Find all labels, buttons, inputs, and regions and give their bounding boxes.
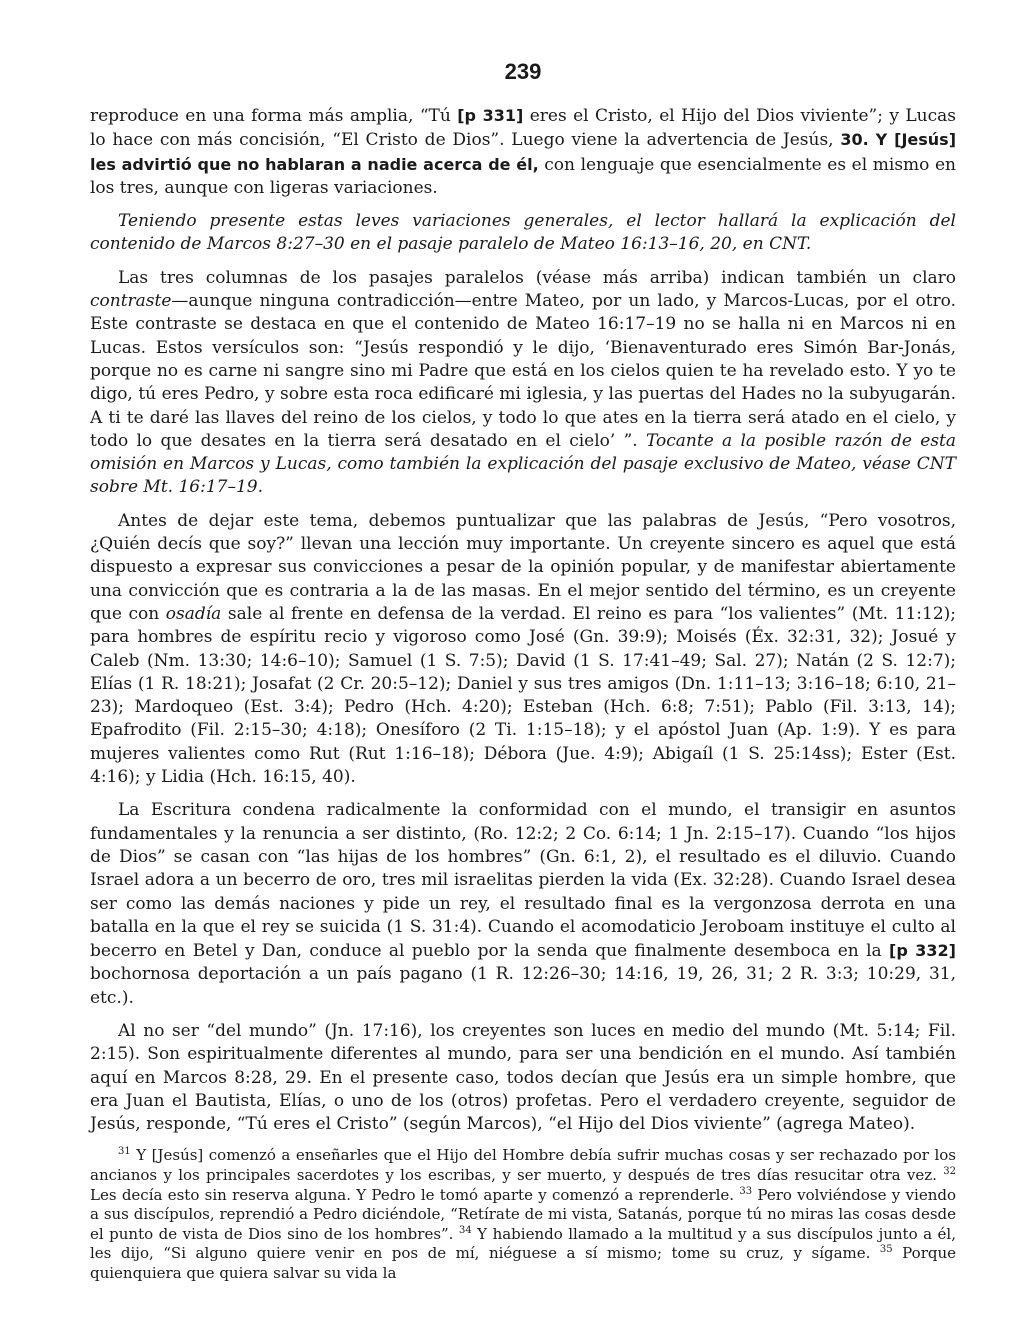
text: eres el Cristo, el Hijo del Dios viviente”; y Lucas lo hace con más concisión, “El Cristo de Dios”. Luego viene la advertencia de Jesús, — [90, 106, 956, 151]
page-marker: [p 331] — [457, 106, 524, 125]
page-marker: [p 332] — [889, 941, 956, 961]
footnote-text: Porque quienquiera que quiera salvar su vida la — [90, 1244, 956, 1283]
footnote-text: Les decía esto sin reserva alguna. Y Pedro le tomó aparte y comenzó a reprenderle. — [90, 1185, 740, 1204]
text: La Escritura condena radicalmente la conformidad con el mundo, el transigir en asuntos fundamentales y la renuncia a ser distinto, (Ro. 12:2; 2 Co. 6:14; 1 Jn. 2:15–17). Cuando “los hijos de Dios” se casan con “las hijas de los hombres” (Gn. 6:1, 2), el resultado es el diluvio. Cuando Israel adora a un becerro de oro, tres mil israelitas pierden la vida (Ex. 32:28). Cuando Israel desea ser como las demás naciones y pide un rey, el resultado final es la vergonzosa derrota en una batalla en la que el rey se suicida (1 S. 31:4). Cuando el acomodaticio Jeroboam instituye el culto al becerro en Betel y Dan, conduce al pueblo por la senda que finalmente desemboca en la — [90, 800, 956, 962]
text: reproduce en una forma más amplia, “Tú — [90, 106, 458, 126]
footnote-text: Pero volviéndose y viendo a sus discípulos, reprendió a Pedro diciéndole, “Retírate de mi vista, Satanás, porque tú no miras las cosas desde el punto de vista de Dios sino de los hombres”. — [90, 1185, 956, 1243]
verse-number: 34 — [458, 1224, 472, 1236]
footnote-text: Y habiendo llamado a la multitud y a sus discípulos junto a él, les dijo, “Si alguno quiere venir en pos de mí, niéguese a sí mismo; tome su cruz, y sígame. — [90, 1224, 956, 1263]
text: con lenguaje que esencialmente es el mismo en los tres, aunque con ligeras variaciones. — [90, 154, 956, 198]
paragraph-4 — [90, 510, 956, 790]
text: Al no ser “del mundo” (Jn. 17:16), los creyentes son luces en medio del mundo (Mt. 5:14; Fil. 2:15). Son espiritualmente diferentes al mundo, para ser una bendición en el mundo. Así también aquí en Marcos 8:28, 29. En el presente caso, todos decían que Jesús era un simple hombre, que era Juan el Bautista, Elías, o uno de los (otros) profetas. Pero el verdadero creyente, seguidor de Jesús, responde, “Tú eres el Cristo” (según Marcos), “el Hijo del Dios viviente” (agrega Mateo). — [90, 1020, 956, 1135]
footnote — [90, 1146, 956, 1283]
verse-heading: 30. Y [Jesús] les advirtió que no hablaran a nadie acerca de él, — [90, 130, 957, 174]
text: Antes de dejar este tema, debemos puntualizar que las palabras de Jesús, “Pero vosotros, ¿Quién decís que soy?” llevan una lección muy importante. Un creyente sincero es aquel que está dispuesto a expresar sus convicciones a pesar de la opinión popular, y de manifestar abiertamente una convicción que es contraria a la de las masas. En el mejor sentido del término, es un creyente que con — [90, 510, 956, 624]
document-page — [90, 58, 956, 1284]
verse-number: 35 — [879, 1244, 893, 1256]
text: bochornosa deportación a un país pagano (1 R. 12:26–30; 14:16, 19, 26, 31; 2 R. 3:3; 10:29, 31, etc.). — [90, 964, 956, 1008]
italic-text: osadía — [165, 603, 222, 624]
italic-text: Tocante a la posible razón de esta omisión en Marcos y Lucas, como también la explicación del pasaje exclusivo de Mateo, véase CNT sobre Mt. 16:17–19. — [90, 430, 957, 498]
verse-number: 31 — [118, 1146, 131, 1158]
text: sale al frente en defensa de la verdad. El reino es para “los valientes” (Mt. 11:12); para hombres de espíritu recio y vigoroso como José (Gn. 39:9); Moisés (Éx. 32:31, 32); Josué y Caleb (Nm. 13:30; 14:6–10); Samuel (1 S. 7:5); David (1 S. 17:41–49; Sal. 27); Natán (2 S. 12:7); Elías (1 R. 18:21); Josafat (2 Cr. 20:5–12); Daniel y sus tres amigos (Dn. 1:11–13; 3:16–18; 6:10, 21–23); Mardoqueo (Est. 3:4); Pedro (Hch. 4:20); Esteban (Hch. 6:8; 7:51); Pablo (Fil. 3:13, 14); Epafrodito (Fil. 2:15–30; 4:18); Onesíforo (2 Ti. 1:15–18); y el apóstol Juan (Ap. 1:9). Y es para mujeres valientes como Rut (Rut 1:16–18); Débora (Jue. 4:9); Abigaíl (1 S. 25:14ss); Ester (Est. 4:16); y Lidia (Hch. 16:15, 40). — [90, 603, 956, 788]
verse-number: 32 — [943, 1166, 956, 1178]
text: Las tres columnas de los pasajes paralelos (véase más arriba) indican también un claro — [118, 267, 956, 288]
text: —aunque ninguna contradicción—entre Mateo, por un lado, y Marcos-Lucas, por el otro. Este contraste se destaca en que el contenido de Mateo 16:17–19 no se halla ni en Marcos ni en Lucas. Estos versículos son: “Jesús respondió y le dijo, ‘Bienaventurado eres Simón Bar-Jonás, porque no es carne ni sangre sino mi Padre que está en los cielos quien te ha revelado esto. Y yo te digo, tú eres Pedro, y sobre esta roca edificaré mi iglesia, y las puertas del Hades no la subyugarán. A ti te daré las llaves del reino de los cielos, y todo lo que ates en la tierra será atado en el cielo, y todo lo que desates en la tierra será desatado en el cielo’ ”. — [90, 291, 956, 451]
paragraph-1 — [90, 104, 956, 200]
verse-number: 33 — [739, 1185, 753, 1197]
italic-text: contraste — [90, 291, 172, 312]
page-number: 239 — [504, 59, 542, 84]
paragraph-6 — [90, 1020, 956, 1136]
italic-text: Teniendo presente estas leves variaciones generales, el lector hallará la explicación del contenido de Marcos 8:27–30 en el pasaje paralelo de Mateo 16:13–16, 20, en CNT. — [90, 211, 956, 255]
paragraph-3 — [90, 267, 956, 500]
footnote-text: Y [Jesús] comenzó a enseñarles que el Hijo del Hombre debía sufrir muchas cosas y ser rechazado por los ancianos y los principales sacerdotes y los escribas, y ser muerto, y después de tres días resucitar otra vez. — [90, 1146, 956, 1185]
paragraph-5 — [90, 799, 956, 1010]
paragraph-2 — [90, 210, 956, 257]
